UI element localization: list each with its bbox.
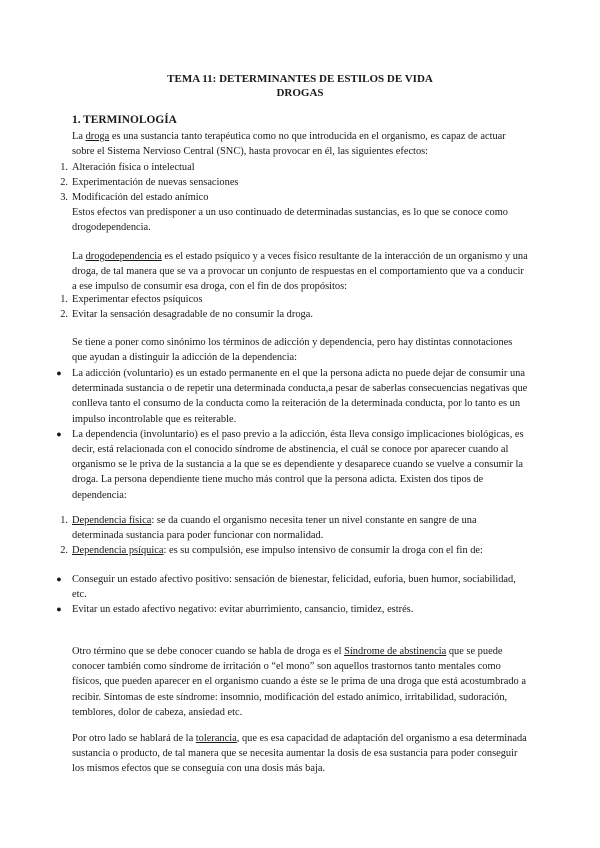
term-tolerancia: tolerancia [195,733,237,744]
paragraph-text: Por otro lado se hablará de la [72,733,196,744]
bullet-icon: ● [56,604,62,615]
list-item: ● La dependencia (involuntario) es el paso previo a la adicción, ésta lleva consigo implicaciones biológicas, es decir, está relacionada con el conocido síndrome de abstinencia, el cuál se conoce por aparecer cuando al organismo se le priva de la sustancia a la que se es dependiente y desaparece cuando se vuelve a consumir la droga. La persona dependiente tiene mucho más control que la persona adicta. Existen dos tipos de dependencia: [72,427,528,503]
term-dependencia-psiquica: Dependencia psíquica [72,545,164,557]
list-item: 1. Experimentar efectos psíquicos [60,294,203,305]
list-item: 1. Dependencia física: se da cuando el organismo necesita tener un nivel constante en sangre de una determinada sustancia para poder funcionar con normalidad. [60,515,477,542]
bullet-icon: ● [56,368,62,378]
paragraph-text: que se puede conocer también como síndrome de irritación o “el mono” son aquellos trastornos tanto mentales como físicos, que pueden aparecer en el organismo cuando a éste se le prima de una droga que está acostumbrado a recibir. Síntomas de este síndrome: insomnio, modificación del estado anímico, irritabilidad, sudoración, temblores, dolor de cabeza, ansiedad etc. [72,646,526,718]
paragraph-text: es una sustancia tanto terapéutica como no que introducida en el organismo, es capaz de actuar sobre el Sistema Nervioso Central (SNC), hasta provocar en él, las siguientes efectos: [72,131,506,158]
paragraph-text: La [72,251,86,262]
list-item: ● Evitar un estado afectivo negativo: evitar aburrimiento, cansancio, timidez, estrés. [72,602,528,617]
list-item: 2. Experimentación de nuevas sensaciones [60,177,239,189]
paragraph-tolerancia [72,731,528,777]
term-dependencia-fisica: Dependencia física [72,515,152,526]
bullet-icon: ● [56,428,62,439]
term-droga: droga [85,131,110,142]
list-item: 2. Evitar la sensación desagradable de no consumir la droga. [60,309,313,321]
list-item: ● Conseguir un estado afectivo positivo: sensación de bienestar, felicidad, euforia, buen humor, sociabilidad, etc. [72,572,528,602]
paragraph-text: es el estado psíquico y a veces físico resultante de la interacción de un organismo y una droga, de tal manera que se va a provocar un conjunto de respuestas en el comportamiento que va a conducir a ese impulso de consumir esa droga, con el fin de dos propósitos: [72,251,528,293]
term-drogodependencia: drogodependencia [85,251,162,262]
effects-list [60,160,528,206]
paragraph-drogodependencia [72,249,528,295]
list-item: 2. Dependencia psíquica: es su compulsión, ese impulso intensivo de consumir la droga con el fin de: [60,545,483,557]
list-item: 1. Alteración física o intelectual [60,162,195,173]
paragraph-adiccion-dependencia: Se tiene a poner como sinónimo los términos de adicción y dependencia, pero hay distintas connotaciones que ayudan a distinguir la adicción de la dependencia: [72,337,513,364]
bullet-icon: ● [56,574,62,584]
psychic-goals-list [56,572,528,618]
paragraph-text: , que es esa capacidad de adaptación del organismo a esa determinada sustancia o producto, de tal manera que se necesita aumentar la dosis de esa sustancia para poder conseguir los mismos efectos que se conseguía con una dosis más baja. [72,733,527,775]
paragraph-sindrome-abstinencia [72,644,528,720]
purposes-list [60,292,528,322]
paragraph-droga [72,129,528,159]
paragraph-text: La [72,131,86,142]
document-title: TEMA 11: DETERMINANTES DE ESTILOS DE VIDA [167,73,433,85]
list-item: ● La adicción (voluntario) es un estado permanente en el que la persona adicta no puede dejar de consumir una determinada sustancia o de repetir una determinada conducta,a pesar de saberlas consecuencias negativas que conlleva tanto el consumo de la conducta como la reiteración de la determinada conducta, por lo tanto es un impulso incontrolable que es reiterable. [72,366,528,427]
term-sindrome-abstinencia: Síndrome de abstinencia [344,646,447,657]
dependency-types-list [60,513,528,559]
paragraph-text: Otro término que se debe conocer cuando se habla de droga es el [72,646,345,657]
adiccion-dependencia-list [56,366,528,503]
list-item: 3. Modificación del estado anímico [60,192,209,204]
section-heading: 1. TERMINOLOGÍA [72,114,177,126]
document-subtitle: DROGAS [276,87,324,99]
paragraph-effects-summary: Estos efectos van predisponer a un uso continuado de determinadas sustancias, es lo que se conoce como drogodependencia. [72,207,508,234]
